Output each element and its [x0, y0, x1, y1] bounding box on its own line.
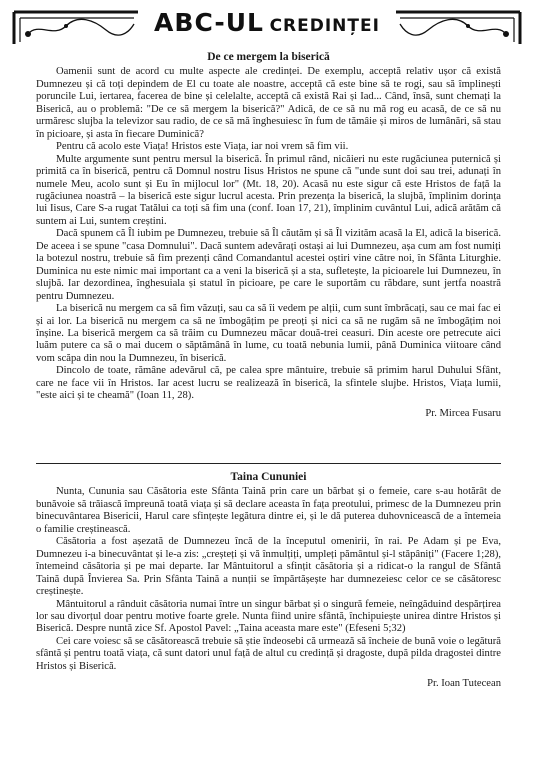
article-author: Pr. Mircea Fusaru: [425, 407, 501, 419]
paragraph: Oamenii sunt de acord cu multe aspecte ale credinței. De exemplu, acceptă relativ ușor că există Dumnezeu și că toți depindem de El cu toate ale noastre, acceptă că este bine să te rogi, sau să împlinești poruncile Lui, iertarea, facerea de bine și celelalte, acceptă că există Rai și Iad... Când, însă, sunt chemați la Biserică, au o problemă: "De ce să mergem la biserică?" Adică, de ce să nu mă rog eu acasă, de ce să nu urmăresc slujba la televizor sau radio, de ce să mă înghesuiesc în fum de tămâie și miros de lumânări, să stau în picioare, și asta în fiecare Duminică?: [36, 66, 501, 140]
article-wedding: [36, 471, 501, 691]
article-title: De ce mergem la biserică: [207, 51, 330, 63]
paragraph: Dincolo de toate, rămâne adevărul că, pe calea spre mântuire, trebuie să primim harul Duhului Sfânt, care ne face vii în Hristos. Iar acest lucru se realizează în biserică, la sfintele slujbe. Hristos, Viața lumii, "este aici și te cheamă" (Ioan 11, 28).: [36, 365, 501, 402]
paragraph: Multe argumente sunt pentru mersul la biserică. În primul rând, nicăieri nu este rugăciunea puternică și primită ca în biserică, pentru că Domnul nostru Iisus Hristos ne spune că "unde sunt doi sau trei, adunați în numele Meu, acolo sunt și Eu în mijlocul lor" (Mt. 18, 20). Acasă nu este sigur că este Hristos de față la rugăciunea noastră – la biserică este sigur lucrul acesta. Prin prezența la biserică, la slujbă, împlinim dorința lui Iisus, Care S-a rugat Tatălui ca toți să fim una (conf. Ioan 17, 21), împlinim cuvântul Lui, adică arătăm că suntem ai Lui, suntem creștini.: [36, 153, 501, 227]
article-author: Pr. Ioan Tutecean: [427, 678, 501, 690]
article-title: Taina Cununiei: [230, 471, 307, 483]
paragraph: Căsătoria a fost așezată de Dumnezeu încă de la începutul omenirii, în rai. Pe Adam și pe Eva, Dumnezeu i-a binecuvântat și le-a zis: „creșteți și vă înmulțiți, umpleți pământul și-l stăpâniți" (Facere 1;28), întemeind căsătoria și pe mai departe. Iar Mântuitorul a sfințit căsătoria și a ridicat-o la rangul de Sfântă Taină după Învierea Sa. Prin Sfânta Taină a nunții se împărtășește har dumnezeiesc celor ce se căsătoresc creștinește.: [36, 536, 501, 598]
paragraph: Cei care voiesc să se căsătorească trebuie să știe îndeosebi că urmează să încheie de bună voie o legătură sfântă și pentru toată viața, că sunt datori unul față de altul cu credință și dragoste, după pilda dragostei dintre Hristos și Biserică.: [36, 635, 501, 672]
paragraph: Nunta, Cununia sau Căsătoria este Sfânta Taină prin care un bărbat și o femeie, care s-au hotărât de bunăvoie să trăiască împreună toată viața și să declare aceasta în fața preotului, primesc de la Dumnezeu prin binecuvântarea Bisericii, Harul care sfințește legătura dintre ei, și le dă puterea duhovnicească de a întemeia o familie creștinească.: [36, 486, 501, 535]
masthead-credintei: CREDINȚEI: [269, 16, 380, 36]
paragraph: Mântuitorul a rânduit căsătoria numai între un singur bărbat și o singură femeie, neîngăduind despărțirea lor sau divorțul doar pentru motive foarte grele. Nunta fiind unire sfântă, închipuiește unirea dintre Hristos și Biserică. Despre nuntă zice Sf. Apostol Pavel: „Taina aceasta mare este" (Efeseni 5;32): [36, 598, 501, 635]
section-divider: [36, 463, 501, 464]
paragraph: Pentru că acolo este Viața! Hristos este Viața, iar noi vrem să fim vii.: [56, 141, 349, 153]
paragraph: Dacă spunem că Îl iubim pe Dumnezeu, trebuie să Îl căutăm și să Îl vizităm acasă la El, adică la biserică. De aceea i se spune "casa Domnului". Dacă suntem adevărați ostași ai lui Dumnezeu, așa cum am fost numiți la botezul nostru, trebuie să fim prezenți când Comandantul acestei oștiri vine către noi, în Sfânta Liturghie. Duminica nu este nimic mai important ca a veni la biserică și a sta, sufletește, la picioarele lui Dumnezeu, în slujbă. Iar dezordinea, înghesuiala și statul în picioare, pe care le suportăm cu răbdare, sunt jertfa noastră pentru Dumnezeu.: [36, 228, 501, 302]
masthead: [0, 8, 534, 37]
masthead-abc: ABC-UL: [154, 8, 264, 37]
article-why-church: [36, 51, 501, 420]
paragraph: La biserică nu mergem ca să fim văzuți, sau ca să îi vedem pe alții, cum sunt îmbrăcați, sau ce mai fac ei și ai lor. La biserică nu mergem ca să ne îmbogățim pe preoți și nici ca să ne rugăm să ne îmbogățim noi înșine. La biserică mergem ca să trăim cu Dumnezeu măcar două-trei ceasuri. Din aceste ore petrecute aici luăm putere ca să o mai ducem o săptămână în lume, cu toată nebunia lumii, până Duminica viitoare când vom scăpa din nou la Dumnezeu, în biserică.: [36, 303, 501, 364]
